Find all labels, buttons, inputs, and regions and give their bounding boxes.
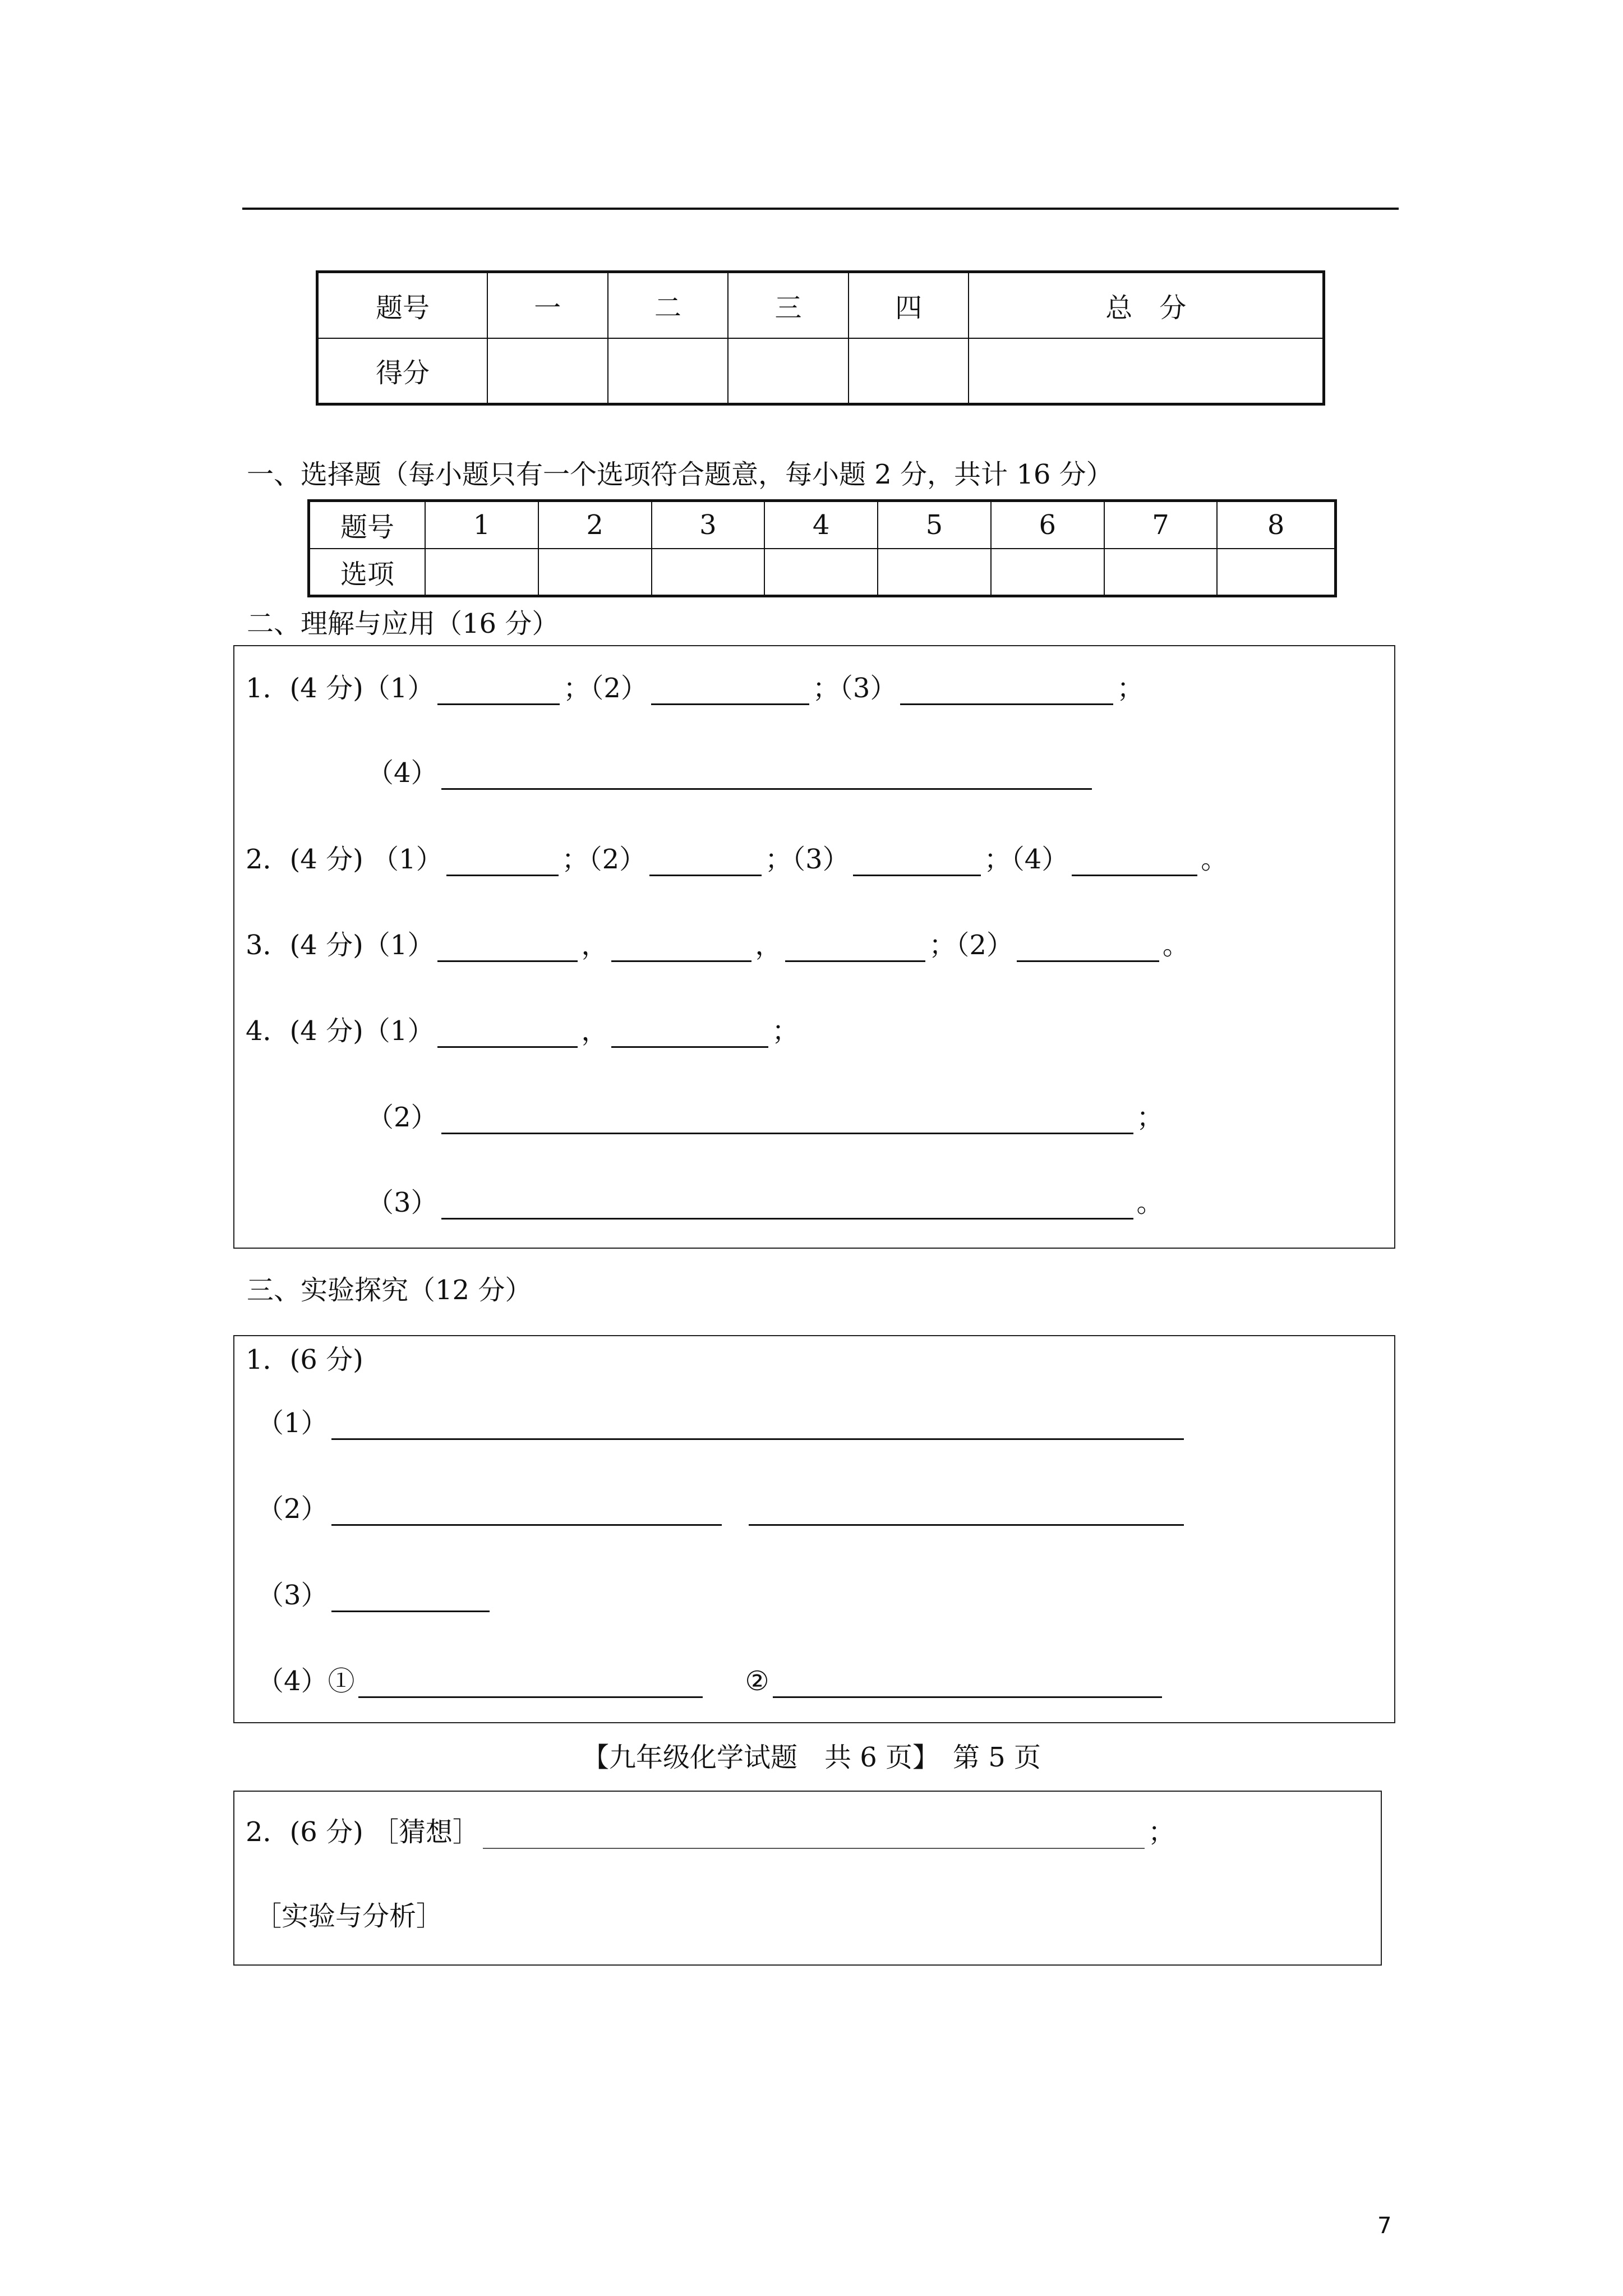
answer-blank[interactable] <box>331 1411 1184 1440</box>
s3-q1-line3 <box>257 1579 493 1612</box>
answer-blank[interactable] <box>437 1019 578 1048</box>
s2-q4-end2: ； <box>1136 1102 1164 1133</box>
header-rule <box>242 208 1399 210</box>
score-table <box>316 270 1325 406</box>
s2-q2-end: 。 <box>1201 844 1228 875</box>
choice-answer-cell[interactable] <box>425 549 538 596</box>
s3-q1-part4: （4）① <box>257 1665 355 1697</box>
answer-blank[interactable] <box>437 933 578 962</box>
s3-q2-line1 <box>246 1815 1175 1849</box>
s2-q4-part2: （2） <box>367 1102 438 1133</box>
choice-row-label: 选项 <box>309 549 426 596</box>
s2-q3-line <box>246 928 1189 962</box>
s3-q1-lead: 1．(6 分) <box>246 1344 363 1375</box>
page-number: 7 <box>1377 2213 1392 2239</box>
s2-q3-comma: ， <box>581 930 608 961</box>
s2-q2-part3: ；（3） <box>765 844 850 875</box>
choice-num: 7 <box>1104 501 1218 549</box>
section3-q1-box <box>233 1335 1395 1723</box>
answer-blank[interactable] <box>853 848 981 876</box>
answer-blank[interactable] <box>773 1669 1162 1698</box>
choice-header-label: 题号 <box>309 501 426 549</box>
answer-blank[interactable] <box>483 1821 1145 1849</box>
s3-q2-end: ； <box>1148 1816 1175 1848</box>
page-footer: 【九年级化学试题 共 6 页】 第 5 页 <box>582 1742 1041 1773</box>
s2-q4-lead: 4．(4 分)（1） <box>246 1015 435 1047</box>
answer-blank[interactable] <box>785 933 925 962</box>
answer-blank[interactable] <box>441 761 1092 790</box>
s3-q1-line2 <box>257 1492 1187 1526</box>
s2-q1-line2 <box>367 756 1095 790</box>
s2-q2-line <box>246 843 1228 876</box>
answer-blank[interactable] <box>446 848 559 876</box>
score-col-total: 总 分 <box>969 272 1324 338</box>
answer-blank[interactable] <box>611 1019 768 1048</box>
choice-answer-cell[interactable] <box>1217 549 1335 596</box>
score-cell[interactable] <box>608 338 728 404</box>
section2-answer-box <box>233 645 1395 1249</box>
s2-q3-comma: ， <box>755 930 782 961</box>
score-col-4: 四 <box>849 272 969 338</box>
choice-answer-cell[interactable] <box>991 549 1104 596</box>
answer-blank[interactable] <box>611 933 751 962</box>
choice-answer-cell[interactable] <box>878 549 991 596</box>
score-col-1: 一 <box>487 272 608 338</box>
s3-q1-part1: （1） <box>257 1407 328 1439</box>
answer-blank[interactable] <box>1017 933 1159 962</box>
s2-q4-line1 <box>246 1014 799 1048</box>
section3-heading: 三、实验探究（12 分） <box>247 1274 532 1306</box>
choice-answer-cell[interactable] <box>764 549 878 596</box>
section1-heading: 一、选择题（每小题只有一个选项符合题意，每小题 2 分，共计 16 分） <box>247 459 1113 490</box>
answer-blank[interactable] <box>437 677 560 705</box>
s3-q1-part4b: ② <box>745 1665 769 1697</box>
score-col-3: 三 <box>728 272 849 338</box>
s2-q2-part4: ；（4） <box>984 844 1069 875</box>
choice-num: 3 <box>652 501 765 549</box>
s2-q1-part4: （4） <box>367 757 438 789</box>
answer-blank[interactable] <box>441 1191 1133 1220</box>
s2-q2-lead: 2．(4 分) （1） <box>246 844 443 875</box>
answer-blank[interactable] <box>331 1497 722 1526</box>
choice-num: 1 <box>425 501 538 549</box>
choice-answer-cell[interactable] <box>538 549 652 596</box>
s2-q3-end: 。 <box>1162 930 1189 961</box>
s2-q4-comma: ， <box>581 1015 608 1047</box>
s2-q4-line3 <box>367 1186 1164 1220</box>
choice-num: 8 <box>1217 501 1335 549</box>
score-col-2: 二 <box>608 272 728 338</box>
s2-q1-lead: 1．(4 分)（1） <box>246 673 435 704</box>
answer-blank[interactable] <box>1072 848 1197 876</box>
s3-q2-lead: 2．(6 分) ［猜想］ <box>246 1816 480 1848</box>
choice-num: 2 <box>538 501 652 549</box>
s3-q1-line1 <box>257 1406 1187 1440</box>
answer-blank[interactable] <box>441 1106 1133 1134</box>
s2-q3-part2: ；（2） <box>929 930 1013 961</box>
answer-blank[interactable] <box>649 848 762 876</box>
s3-q1-part3: （3） <box>257 1580 328 1611</box>
s2-q1-end: ； <box>1117 673 1144 704</box>
s2-q1-part3: ；（3） <box>812 673 897 704</box>
s3-q1-part2: （2） <box>257 1493 328 1525</box>
score-cell[interactable] <box>728 338 849 404</box>
s2-q4-line2 <box>367 1101 1164 1134</box>
choice-num: 5 <box>878 501 991 549</box>
s2-q4-end1: ； <box>772 1015 799 1047</box>
s2-q4-part3: （3） <box>367 1187 438 1218</box>
answer-blank[interactable] <box>358 1669 703 1698</box>
s2-q4-end3: 。 <box>1136 1187 1164 1218</box>
answer-blank[interactable] <box>331 1584 490 1612</box>
s2-q1-line1 <box>246 671 1144 705</box>
s2-q3-lead: 3．(4 分)（1） <box>246 930 435 961</box>
s3-q1-line4 <box>257 1664 1165 1698</box>
score-header-label: 题号 <box>317 272 488 338</box>
answer-blank[interactable] <box>651 677 809 705</box>
answer-blank[interactable] <box>749 1497 1184 1526</box>
section3-q2-box <box>233 1791 1382 1966</box>
score-cell[interactable] <box>487 338 608 404</box>
section2-heading: 二、理解与应用（16 分） <box>247 608 559 639</box>
choice-num: 6 <box>991 501 1104 549</box>
choice-table <box>307 499 1337 597</box>
s2-q1-part2: ；（2） <box>563 673 648 704</box>
score-cell[interactable] <box>969 338 1324 404</box>
answer-blank[interactable] <box>900 677 1113 705</box>
choice-answer-cell[interactable] <box>1104 549 1218 596</box>
choice-answer-cell[interactable] <box>652 549 765 596</box>
s3-q2-sub: ［实验与分析］ <box>255 1901 444 1932</box>
s2-q2-part2: ；（2） <box>561 844 647 875</box>
choice-num: 4 <box>764 501 878 549</box>
score-row-label: 得分 <box>317 338 488 404</box>
score-cell[interactable] <box>849 338 969 404</box>
